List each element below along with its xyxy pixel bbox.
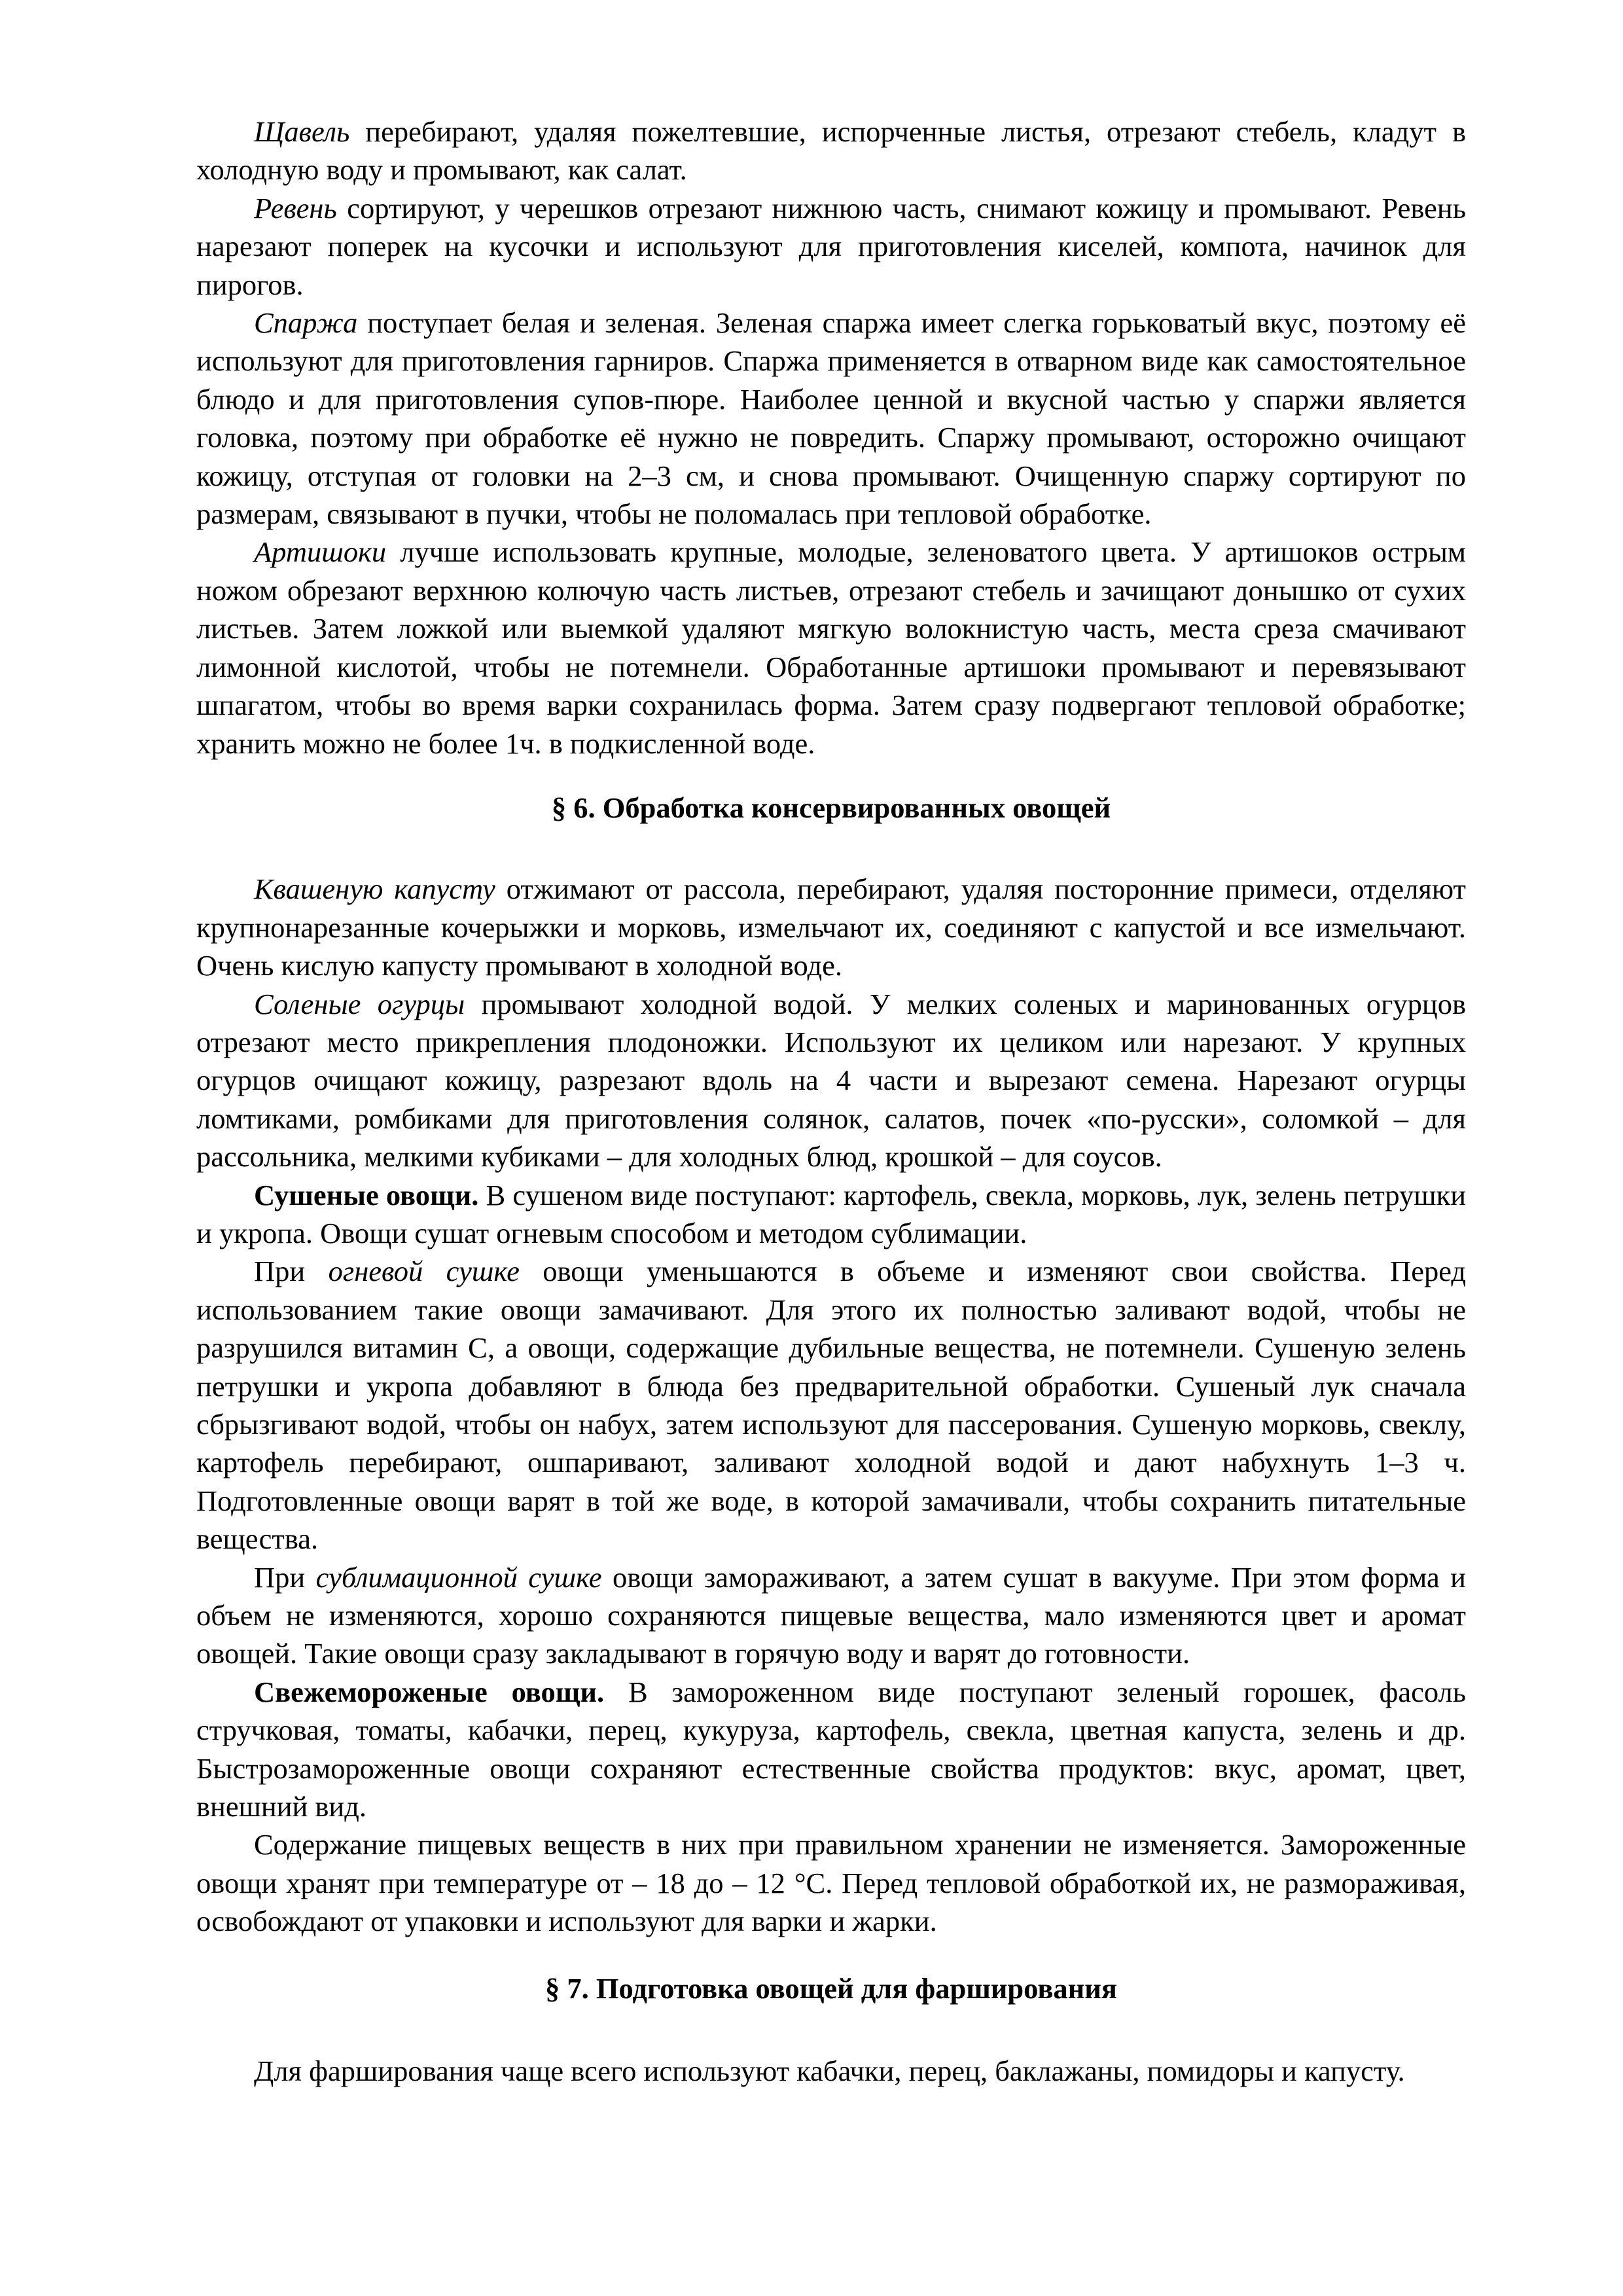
- paragraph-shchavel: [196, 113, 1466, 189]
- paragraph-ogurtsy: [196, 985, 1466, 1176]
- text-kapusta: отжимают от рассола, перебирают, удаляя посторонние примеси, отделяют крупнонарезанные кочерыжки и морковь, измельчают их, соединяют с капустой и все измельчают. Очень кислую капусту промывают в холодной воде.: [196, 872, 1466, 982]
- text-sushenye: В сушеном виде поступают: картофель, свекла, морковь, лук, зелень петрушки и укропа. Овощи сушат огневым способом и методом сублимации.: [196, 1178, 1467, 1249]
- term-sparzha: Спаржа: [254, 306, 358, 340]
- term-sublim: сублимационной сушке: [315, 1560, 602, 1594]
- term-shchavel: Щавель: [254, 115, 350, 148]
- text-shchavel: перебирают, удаляя пожелтевшие, испорченные листья, отрезают стебель, кладут в холодную воду и промывают, как салат.: [196, 115, 1466, 187]
- pre-ognevaya: При: [254, 1255, 329, 1288]
- section-heading-6: § 6. Обработка консервированных овощей: [551, 791, 1111, 824]
- paragraph-sparzha: [196, 304, 1466, 533]
- text-soderzhanie: Содержание пищевых веществ в них при правильном хранении не изменяется. Замороженные овощи хранят при температуре от – 18 до – 12 °С. Перед тепловой обработкой их, не размораживая, освобождают от упаковки и используют для варки и жарки.: [196, 1828, 1466, 1938]
- paragraph-artishoki: [196, 533, 1466, 762]
- term-reven: Ревень: [254, 191, 337, 224]
- text-ognevaya: овощи уменьшаются в объеме и изменяют свои свойства. Перед использованием такие овощи замачивают. Для этого их полностью заливают водой, чтобы не разрушился витамин С, а овощи, содержащие дубильные вещества, не потемнели. Сушеную зелень петрушки и укропа добавляют в блюда без предварительной обработки. Сушеный лук сначала сбрызгивают водой, чтобы он набух, затем используют для пассерования. Сушеную морковь, свеклу, картофель перебирают, ошпаривают, заливают холодной водой и дают набухнуть 1–3 ч. Подготовленные овощи варят в той же воде, в которой замачивали, чтобы сохранить питательные вещества.: [196, 1255, 1467, 1556]
- text-sparzha: поступает белая и зеленая. Зеленая спаржа имеет слегка горьковатый вкус, поэтому её используют для приготовления гарниров. Спаржа применяется в отварном виде как самостоятельное блюдо и для приготовления супов-пюре. Наиболее ценной и вкусной частью у спаржи является головка, поэтому при обработке её нужно не повредить. Спаржу промывают, осторожно очищают кожицу, отступая от головки на 2–3 см, и снова промывают. Очищенную спаржу сортируют по размерам, связывают в пучки, чтобы не поломалась при тепловой обработке.: [196, 306, 1466, 531]
- paragraph-sushenye: [196, 1176, 1466, 1253]
- text-ogurtsy: промывают холодной водой. У мелких соленых и маринованных огурцов отрезают место прикрепления плодоножки. Используют их целиком или нарезают. У крупных огурцов очищают кожицу, разрезают вдоль на 4 части и вырезают семена. Нарезают огурцы ломтиками, ромбиками для приготовления солянок, салатов, почек «по-русски», соломкой – для рассольника, мелкими кубиками – для холодных блюд, крошкой – для соусов.: [196, 987, 1466, 1174]
- paragraph-farshirovanie: Для фарширования чаще всего используют кабачки, перец, баклажаны, помидоры и капусту.: [254, 2054, 1405, 2088]
- paragraph-svezhemor: [196, 1673, 1466, 1826]
- term-ognevaya: огневой сушке: [328, 1255, 520, 1288]
- paragraph-kapusta: [196, 870, 1466, 984]
- text-artishoki: лучше использовать крупные, молодые, зеленоватого цвета. У артишоков острым ножом обрезают верхнюю колючую часть листьев, отрезают стебель и зачищают донышко от сухих листьев. Затем ложкой или выемкой удаляют мягкую волокнистую часть, места среза смачивают лимонной кислотой, чтобы не потемнели. Обработанные артишоки промывают и перевязывают шпагатом, чтобы во время варки сохранилась форма. Затем сразу подвергают тепловой обработке; хранить можно не более 1ч. в подкисленной воде.: [196, 535, 1466, 760]
- text-sublim: овощи замораживают, а затем сушат в вакууме. При этом форма и объем не изменяются, хорошо сохраняются пищевые вещества, мало изменяются цвет и аромат овощей. Такие овощи сразу закладывают в горячую воду и варят до готовности.: [196, 1560, 1466, 1670]
- term-kapusta: Квашеную капусту: [254, 872, 495, 906]
- term-artishoki: Артишоки: [254, 535, 387, 569]
- text-svezhemor: В замороженном виде поступают зеленый горошек, фасоль стручковая, томаты, кабачки, перец, кукуруза, картофель, свекла, цветная капуста, зелень и др. Быстрозамороженные овощи сохраняют естественные свойства продуктов: вкус, аромат, цвет, внешний вид.: [196, 1675, 1466, 1823]
- term-ogurtsy: Соленые огурцы: [254, 987, 465, 1020]
- section-heading-7: § 7. Подготовка овощей для фарширования: [545, 1971, 1117, 2005]
- paragraph-reven: [196, 189, 1466, 304]
- term-svezhemor: Свежемороженые овощи.: [254, 1675, 605, 1708]
- text-reven: сортируют, у черешков отрезают нижнюю часть, снимают кожицу и промывают. Ревень нарезают поперек на кусочки и используют для приготовления киселей, компота, начинок для пирогов.: [196, 191, 1466, 301]
- pre-sublim: При: [254, 1560, 316, 1594]
- paragraph-sublim: [196, 1558, 1466, 1673]
- term-sushenye: Сушеные овощи.: [254, 1178, 479, 1211]
- document-page: [196, 113, 1466, 2090]
- paragraph-soderzhanie: [196, 1825, 1466, 1940]
- paragraph-ognevaya: [196, 1252, 1466, 1558]
